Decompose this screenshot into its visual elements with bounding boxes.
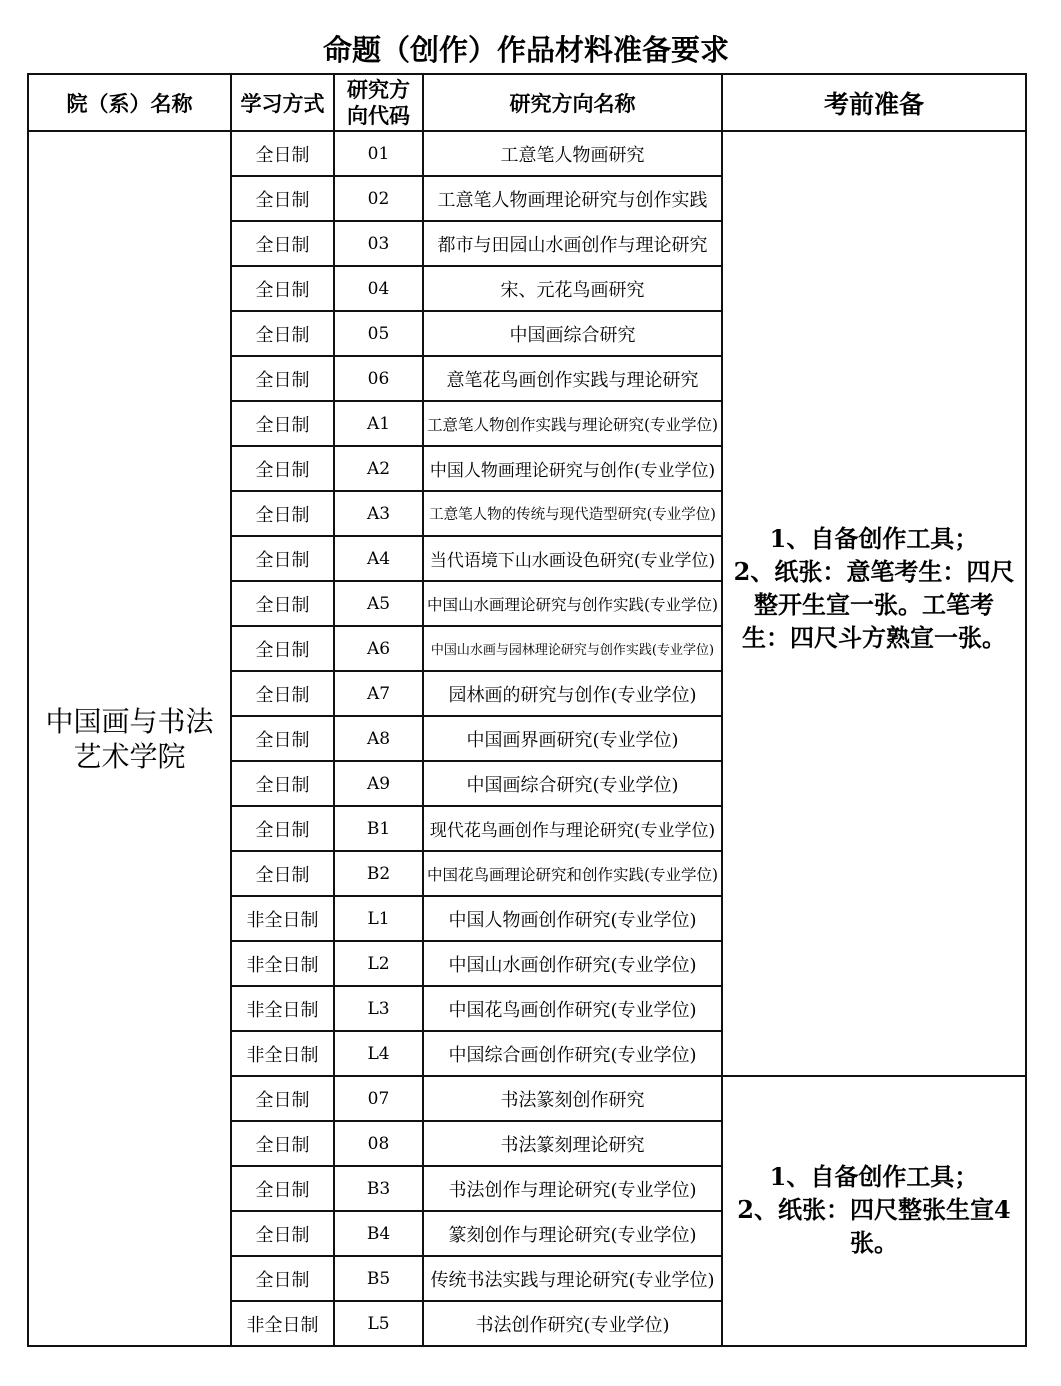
direction-name-cell: [423, 356, 722, 401]
direction-code-cell: 08: [334, 1121, 423, 1166]
direction-name-text: 中国画界画研究(专业学位): [466, 729, 679, 751]
direction-name-text: 中国山水画创作研究(专业学位): [448, 954, 697, 976]
study-mode-cell: 全日制: [231, 356, 334, 401]
department-name-line: 中国画与书法: [45, 704, 214, 738]
header-department: 院（系）名称: [28, 74, 231, 131]
preparation-text: 生：四尺斗方熟宣一张。: [742, 622, 1006, 652]
study-mode-cell: 非全日制: [231, 1031, 334, 1076]
direction-code-cell: L2: [334, 941, 423, 986]
page-title: 命题（创作）作品材料准备要求: [322, 33, 729, 67]
direction-name-cell: [423, 1121, 722, 1166]
department-name-line: 艺术学院: [73, 739, 186, 773]
preparation-line: [723, 623, 1025, 656]
direction-code-cell: A2: [334, 446, 423, 491]
direction-code-cell: A3: [334, 491, 423, 536]
direction-code-cell: A5: [334, 581, 423, 626]
direction-code-cell: B2: [334, 851, 423, 896]
direction-name-cell: [423, 1076, 722, 1121]
direction-code-cell: B5: [334, 1256, 423, 1301]
direction-name-cell: [423, 986, 722, 1031]
department-name-cell: [28, 131, 231, 1346]
direction-name-text: 传统书法实践与理论研究(专业学位): [430, 1269, 715, 1291]
direction-name-text: 书法创作研究(专业学位): [475, 1314, 670, 1336]
study-mode-cell: 全日制: [231, 716, 334, 761]
preparation-text: 张。: [850, 1227, 898, 1257]
preparation-line: [723, 1195, 1025, 1228]
study-mode-cell: 全日制: [231, 221, 334, 266]
direction-name-cell: [423, 536, 722, 581]
direction-code-cell: L3: [334, 986, 423, 1031]
direction-code-cell: A7: [334, 671, 423, 716]
direction-code-cell: 05: [334, 311, 423, 356]
direction-name-text: 意笔花鸟画创作实践与理论研究: [446, 369, 699, 391]
direction-name-text: 篆刻创作与理论研究(专业学位): [448, 1224, 697, 1246]
study-mode-cell: 全日制: [231, 131, 334, 176]
requirements-table: [27, 73, 1027, 1347]
direction-name-text: 中国山水画理论研究与创作实践(专业学位): [426, 595, 719, 614]
study-mode-cell: 全日制: [231, 176, 334, 221]
preparation-text: 整开生宣一张。工笔考: [754, 589, 994, 619]
direction-name-cell: [423, 626, 722, 671]
header-direction-code: [334, 74, 423, 131]
direction-name-text: 中国花鸟画理论研究和创作实践(专业学位): [426, 865, 719, 884]
study-mode-cell: 全日制: [231, 266, 334, 311]
direction-code-cell: A4: [334, 536, 423, 581]
direction-name-cell: [423, 311, 722, 356]
study-mode-cell: 全日制: [231, 1076, 334, 1121]
direction-code-cell: A6: [334, 626, 423, 671]
table-header: [28, 74, 1026, 131]
study-mode-cell: 全日制: [231, 1166, 334, 1211]
direction-name-text: 中国画综合研究: [509, 324, 636, 346]
study-mode-cell: 全日制: [231, 626, 334, 671]
direction-code-cell: A9: [334, 761, 423, 806]
exam-preparation-cell: [722, 131, 1026, 1076]
direction-name-text: 中国综合画创作研究(专业学位): [448, 1044, 697, 1066]
direction-code-cell: 02: [334, 176, 423, 221]
study-mode-cell: 全日制: [231, 851, 334, 896]
study-mode-cell: 全日制: [231, 401, 334, 446]
header-row: [28, 74, 1026, 131]
header-direction-code-line: 向代码: [347, 102, 410, 128]
direction-code-cell: 06: [334, 356, 423, 401]
direction-code-cell: B1: [334, 806, 423, 851]
direction-name-text: 书法创作与理论研究(专业学位): [448, 1179, 697, 1201]
direction-code-cell: L1: [334, 896, 423, 941]
direction-name-text: 工意笔人物的传统与现代造型研究(专业学位): [429, 507, 716, 523]
direction-name-text: 书法篆刻创作研究: [500, 1089, 645, 1111]
preparation-line: [723, 1162, 1025, 1195]
direction-code-cell: A8: [334, 716, 423, 761]
direction-name-text: 工意笔人物画研究: [500, 144, 645, 166]
direction-code-cell: A1: [334, 401, 423, 446]
direction-name-text: 中国山水画与园林理论研究与创作实践(专业学位): [430, 643, 715, 658]
preparation-text: 1、自备创作工具；: [769, 523, 979, 553]
direction-code-cell: 07: [334, 1076, 423, 1121]
direction-name-cell: [423, 761, 722, 806]
direction-name-cell: [423, 221, 722, 266]
direction-name-cell: [423, 266, 722, 311]
study-mode-cell: 全日制: [231, 311, 334, 356]
preparation-text: 1、自备创作工具；: [769, 1161, 979, 1191]
direction-code-cell: 04: [334, 266, 423, 311]
direction-name-cell: [423, 401, 722, 446]
study-mode-cell: 全日制: [231, 491, 334, 536]
study-mode-cell: 全日制: [231, 1121, 334, 1166]
header-direction-code-line: 研究方: [347, 76, 410, 102]
study-mode-cell: 全日制: [231, 446, 334, 491]
direction-name-cell: [423, 581, 722, 626]
direction-name-text: 当代语境下山水画设色研究(专业学位): [429, 551, 716, 571]
direction-name-cell: [423, 1256, 722, 1301]
direction-code-cell: 03: [334, 221, 423, 266]
direction-name-text: 中国画综合研究(专业学位): [466, 774, 679, 796]
header-direction-name: 研究方向名称: [423, 74, 722, 131]
direction-name-cell: [423, 716, 722, 761]
direction-name-text: 书法篆刻理论研究: [500, 1134, 645, 1156]
direction-name-cell: [423, 941, 722, 986]
study-mode-cell: 全日制: [231, 761, 334, 806]
direction-code-cell: 01: [334, 131, 423, 176]
direction-code-cell: L5: [334, 1301, 423, 1346]
table-row: [28, 131, 1026, 176]
study-mode-cell: 全日制: [231, 1211, 334, 1256]
preparation-line: [723, 590, 1025, 623]
direction-name-text: 中国人物画理论研究与创作(专业学位): [429, 461, 716, 481]
study-mode-cell: 全日制: [231, 806, 334, 851]
preparation-line: [723, 1228, 1025, 1261]
direction-name-cell: [423, 131, 722, 176]
study-mode-cell: 非全日制: [231, 941, 334, 986]
direction-name-cell: [423, 176, 722, 221]
study-mode-cell: 全日制: [231, 536, 334, 581]
study-mode-cell: 全日制: [231, 1256, 334, 1301]
direction-name-cell: [423, 806, 722, 851]
direction-name-cell: [423, 671, 722, 716]
direction-name-cell: [423, 896, 722, 941]
preparation-line: [723, 524, 1025, 557]
direction-name-cell: [423, 1211, 722, 1256]
direction-name-text: 工意笔人物创作实践与理论研究(专业学位): [426, 415, 719, 434]
study-mode-cell: 全日制: [231, 581, 334, 626]
study-mode-cell: 非全日制: [231, 896, 334, 941]
direction-name-cell: [423, 446, 722, 491]
study-mode-cell: 非全日制: [231, 986, 334, 1031]
study-mode-cell: 全日制: [231, 671, 334, 716]
direction-code-cell: L4: [334, 1031, 423, 1076]
direction-name-text: 中国人物画创作研究(专业学位): [448, 909, 697, 931]
direction-name-text: 现代花鸟画创作与理论研究(专业学位): [429, 821, 716, 841]
table-body: [28, 131, 1026, 1346]
direction-name-cell: [423, 851, 722, 896]
direction-name-cell: [423, 1301, 722, 1346]
direction-code-cell: B4: [334, 1211, 423, 1256]
direction-name-cell: [423, 1031, 722, 1076]
header-preparation: 考前准备: [722, 74, 1026, 131]
header-study-mode: 学习方式: [231, 74, 334, 131]
direction-name-text: 都市与田园山水画创作与理论研究: [437, 234, 708, 256]
preparation-text: 2、纸张：四尺整张生宣4: [737, 1194, 1011, 1224]
direction-name-text: 工意笔人物画理论研究与创作实践: [437, 189, 708, 211]
preparation-line: [723, 557, 1025, 590]
direction-name-text: 中国花鸟画创作研究(专业学位): [448, 999, 697, 1021]
direction-code-cell: B3: [334, 1166, 423, 1211]
direction-name-cell: [423, 1166, 722, 1211]
preparation-text: 2、纸张：意笔考生：四尺: [733, 556, 1015, 586]
study-mode-cell: 非全日制: [231, 1301, 334, 1346]
direction-name-cell: [423, 491, 722, 536]
exam-preparation-cell: [722, 1076, 1026, 1346]
direction-name-text: 宋、元花鸟画研究: [500, 279, 645, 301]
direction-name-text: 园林画的研究与创作(专业学位): [448, 684, 697, 706]
